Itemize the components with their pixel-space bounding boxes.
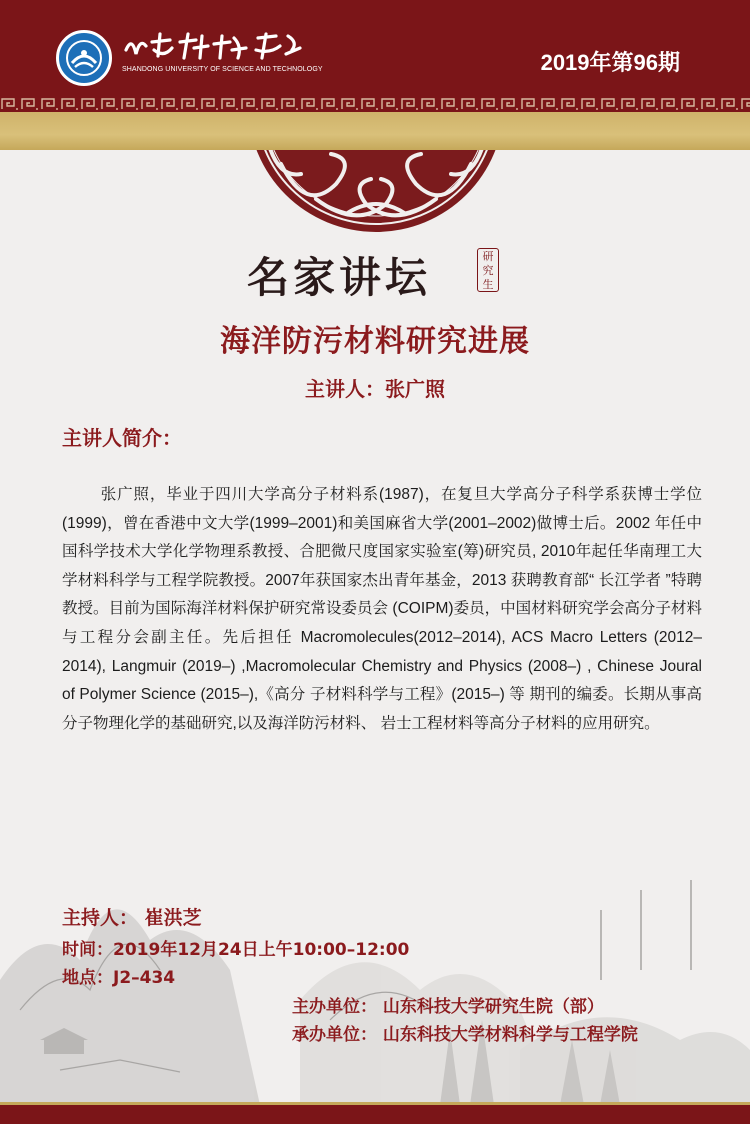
host-info: 主持人： 崔洪芝	[62, 907, 202, 929]
graduate-seal-stamp: 研 究 生	[477, 248, 499, 292]
time-info: 时间：2019年12月24日上午10:00–12:00	[62, 940, 410, 960]
co-organizer-info: 承办单位： 山东科技大学材料科学与工程学院	[292, 1025, 638, 1045]
speaker-name: 主讲人：张广照	[305, 377, 445, 401]
lecture-title: 海洋防污材料研究进展	[220, 324, 530, 359]
header-bar	[0, 0, 750, 96]
speaker-biography: 张广照，毕业于四川大学高分子材料系(1987)，在复旦大学高分子科学系获博士学位(1999)，曾在香港中文大学(1999–2001)和美国麻省大学(2001–2002)做博士后。2002 年任中国科学技术大学化学物理系教授、合肥微尺度国家实验室(筹)研究员, 2010年起任华南理工大学材料科学与工程学院教授。2007年获国家杰出青年基金，2013 获聘教育部“ 长江学者 ”特聘教授。目前为国际海洋材料保护研究常设委员会 (COIPM)委员，中国材料研究学会高分子材料与工程分会副主任。先后担任 Macromolecules(2012–2014), ACS Macro Letters (2012–2014), Langmuir (2019–) ,Macromolecular Chemistry and Physics (2008–) , Chinese Joural of Polymer Science (2015–),《高分 子材料科学与工程》(2015–) 等 期刊的编委。长期从事高分子物理化学的基础研究,以及海洋防污材料、 岩士工程材料等高分子材料的应用研究。	[62, 486, 702, 732]
university-calligraphy-logo-icon	[122, 28, 302, 62]
gold-band	[0, 112, 750, 150]
organizer-info: 主办单位： 山东科技大学研究生院（部）	[292, 997, 604, 1017]
bio-heading: 主讲人简介：	[62, 426, 182, 450]
forum-title: 名家讲坛	[247, 253, 432, 302]
university-emblem-icon	[56, 30, 112, 86]
issue-number: 2019年第96期	[540, 50, 680, 75]
ornamental-medallion-icon	[246, 150, 506, 234]
place-info: 地点：J2–434	[62, 968, 176, 988]
fret-pattern-band	[0, 96, 750, 112]
university-english-name: SHANDONG UNIVERSITY OF SCIENCE AND TECHNOLOGY	[122, 66, 323, 73]
footer-bar	[0, 1105, 750, 1124]
